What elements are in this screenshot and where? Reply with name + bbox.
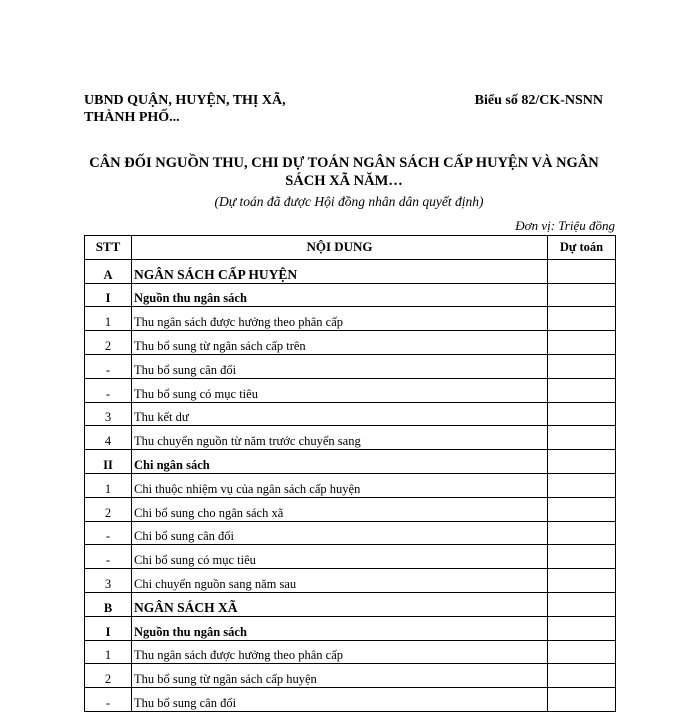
row-content-cell: Chi bổ sung cho ngân sách xã <box>132 497 548 521</box>
table-row <box>85 592 616 616</box>
row-content-cell: Thu bổ sung cân đối <box>132 354 548 378</box>
row-content-cell: Thu bổ sung có mục tiêu <box>132 378 548 402</box>
document-title-line1: CÂN ĐỐI NGUỒN THU, CHI DỰ TOÁN NGÂN SÁCH CẤP HUYỆN VÀ NGÂN <box>89 155 599 171</box>
row-content-cell: Thu kết dư <box>132 402 548 426</box>
row-content-cell: Thu bổ sung từ ngân sách cấp trên <box>132 331 548 355</box>
row-estimate-cell <box>548 426 616 450</box>
table-row <box>85 378 616 402</box>
row-estimate-cell <box>548 497 616 521</box>
table-body <box>85 259 616 711</box>
issuing-authority-line1: UBND QUẬN, HUYỆN, THỊ XÃ, <box>84 93 286 108</box>
table-row <box>85 473 616 497</box>
row-estimate-cell <box>548 473 616 497</box>
row-stt-cell: 2 <box>85 664 132 688</box>
row-content-cell: Chi chuyển nguồn sang năm sau <box>132 569 548 593</box>
row-content-cell: Thu chuyển nguồn từ năm trước chuyển sang <box>132 426 548 450</box>
table-row <box>85 664 616 688</box>
form-number: Biểu số 82/CK-NSNN <box>474 93 603 108</box>
row-content-cell: Nguồn thu ngân sách <box>132 283 548 307</box>
row-stt-cell: - <box>85 378 132 402</box>
row-content-cell: NGÂN SÁCH XÃ <box>132 592 548 616</box>
row-estimate-cell <box>548 283 616 307</box>
document-title-line2: SÁCH XÃ NĂM… <box>285 173 403 189</box>
row-content-cell: Thu bổ sung từ ngân sách cấp huyện <box>132 664 548 688</box>
row-stt-cell: I <box>85 283 132 307</box>
table-row <box>85 331 616 355</box>
column-header-content: NỘI DUNG <box>132 236 548 260</box>
table-row <box>85 259 616 283</box>
row-content-cell: Nguồn thu ngân sách <box>132 616 548 640</box>
row-estimate-cell <box>548 331 616 355</box>
row-estimate-cell <box>548 354 616 378</box>
row-stt-cell: 3 <box>85 402 132 426</box>
row-stt-cell: - <box>85 688 132 712</box>
row-estimate-cell <box>548 259 616 283</box>
row-stt-cell: 1 <box>85 473 132 497</box>
table-header-row <box>85 236 616 260</box>
row-estimate-cell <box>548 378 616 402</box>
row-estimate-cell <box>548 569 616 593</box>
document-title <box>84 154 604 190</box>
table-row <box>85 521 616 545</box>
row-stt-cell: I <box>85 616 132 640</box>
row-estimate-cell <box>548 545 616 569</box>
row-stt-cell: 2 <box>85 497 132 521</box>
row-stt-cell: B <box>85 592 132 616</box>
row-stt-cell: 1 <box>85 307 132 331</box>
row-estimate-cell <box>548 592 616 616</box>
row-content-cell: Thu bổ sung cân đối <box>132 688 548 712</box>
row-content-cell: Chi thuộc nhiệm vụ của ngân sách cấp huyện <box>132 473 548 497</box>
table-row <box>85 640 616 664</box>
issuing-authority <box>84 92 286 126</box>
row-estimate-cell <box>548 664 616 688</box>
issuing-authority-line2: THÀNH PHỐ... <box>84 110 180 125</box>
row-stt-cell: II <box>85 450 132 474</box>
table-row <box>85 354 616 378</box>
row-stt-cell: - <box>85 354 132 378</box>
row-stt-cell: 4 <box>85 426 132 450</box>
row-content-cell: Thu ngân sách được hưởng theo phân cấp <box>132 307 548 331</box>
column-header-estimate: Dự toán <box>548 236 616 260</box>
column-header-stt: STT <box>85 236 132 260</box>
table-row <box>85 450 616 474</box>
table-row <box>85 307 616 331</box>
row-stt-cell: A <box>85 259 132 283</box>
document-subtitle: (Dự toán đã được Hội đồng nhân dân quyết định) <box>214 194 484 209</box>
row-estimate-cell <box>548 616 616 640</box>
row-content-cell: Chi bổ sung cân đối <box>132 521 548 545</box>
row-estimate-cell <box>548 450 616 474</box>
row-content-cell: NGÂN SÁCH CẤP HUYỆN <box>132 259 548 283</box>
table-row <box>85 616 616 640</box>
row-estimate-cell <box>548 640 616 664</box>
row-estimate-cell <box>548 402 616 426</box>
table-row <box>85 497 616 521</box>
row-estimate-cell <box>548 307 616 331</box>
table-row <box>85 569 616 593</box>
budget-table <box>84 235 616 712</box>
row-estimate-cell <box>548 521 616 545</box>
row-stt-cell: - <box>85 545 132 569</box>
row-content-cell: Chi ngân sách <box>132 450 548 474</box>
row-content-cell: Thu ngân sách được hưởng theo phân cấp <box>132 640 548 664</box>
row-content-cell: Chi bổ sung có mục tiêu <box>132 545 548 569</box>
table-row <box>85 283 616 307</box>
row-stt-cell: 1 <box>85 640 132 664</box>
table-row <box>85 426 616 450</box>
row-stt-cell: - <box>85 521 132 545</box>
row-stt-cell: 3 <box>85 569 132 593</box>
unit-label: Đơn vị: Triệu đồng <box>515 218 615 233</box>
table-row <box>85 545 616 569</box>
row-stt-cell: 2 <box>85 331 132 355</box>
table-row <box>85 402 616 426</box>
